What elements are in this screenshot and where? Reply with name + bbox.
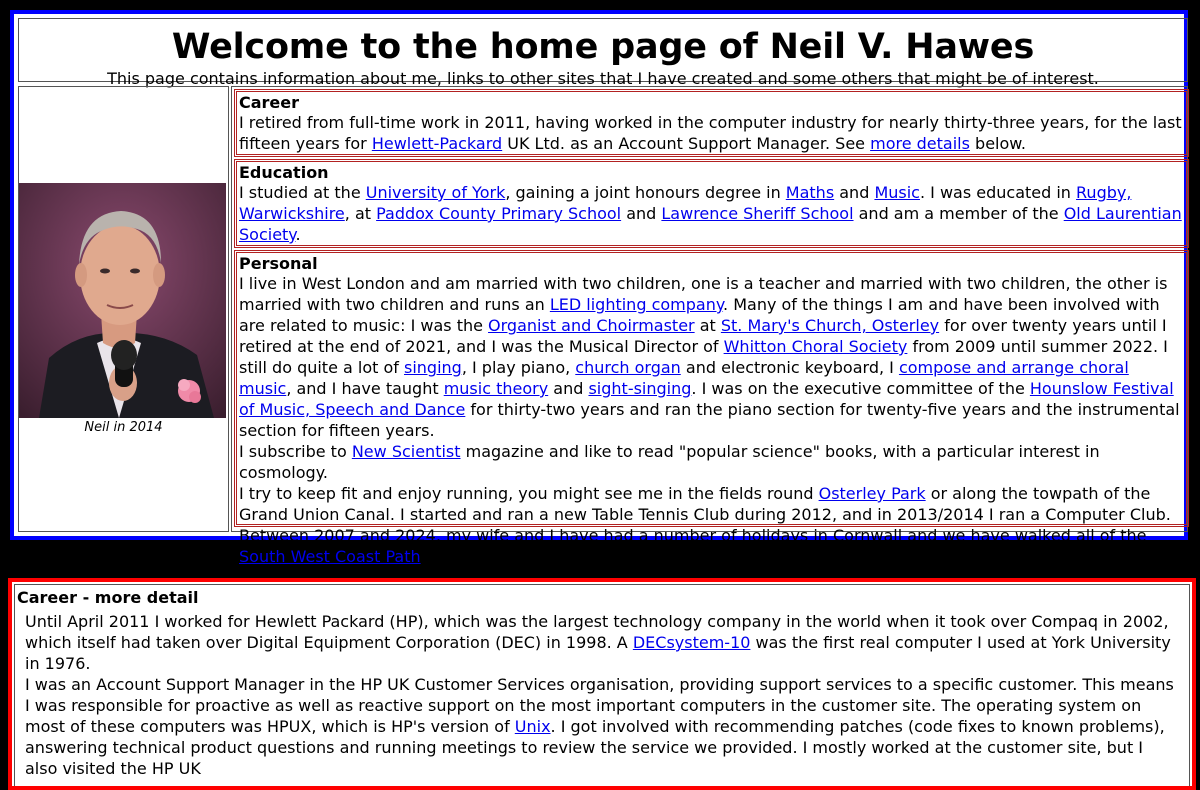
compose-link[interactable]: compose and arrange choral music xyxy=(239,358,1129,398)
page-title: Welcome to the home page of Neil V. Hawes xyxy=(171,27,1035,67)
personal-heading: Personal xyxy=(239,254,318,273)
text-span: in Cornwall, a total of around 300 miles. xyxy=(420,547,747,566)
text-span: and xyxy=(548,379,589,398)
text-span: and electronic keyboard, I xyxy=(680,358,899,377)
page-subtitle: This page contains information about me, links to other sites that I have created and some others that might be of interest. xyxy=(107,69,1099,88)
text-span: I retired from full-time work in 2011, having worked in the computer industry for nearly thirty-three years, for the last fifteen years for xyxy=(239,113,1182,153)
text-span: or along the towpath of the Grand Union Canal. I started and ran a new Table Tennis Club during 2012, and in 2013/2014 I ran a Computer Club. xyxy=(239,484,1171,524)
paddox-link[interactable]: Paddox County Primary School xyxy=(376,204,622,223)
text-span: Until April 2011 I worked for Hewlett Packard (HP), which was the largest technology company in the world when it took over Compaq in 2002, which itself had taken over Digital Equipment Corporation (DEC) in 1998. A xyxy=(25,612,1169,652)
personal-text-3 xyxy=(239,483,1186,525)
rugby-link[interactable]: Rugby, Warwickshire xyxy=(239,183,1132,223)
portrait-photo xyxy=(19,183,226,418)
career-text xyxy=(239,112,1186,154)
text-span: magazine and like to read "popular science" books, with a particular interest in cosmology. xyxy=(239,442,1100,482)
york-link[interactable]: University of York xyxy=(365,183,506,202)
text-span: . I was on the executive committee of the xyxy=(691,379,1030,398)
career-section xyxy=(234,89,1189,157)
text-span: Between 2007 and 2024, my wife and I have had a number of holidays in Cornwall and we have walked all of the xyxy=(239,526,1147,545)
hounslow-festival-link[interactable]: Hounslow Festival of Music, Speech and Dance xyxy=(239,379,1174,419)
maths-link[interactable]: Maths xyxy=(785,183,835,202)
text-span: at xyxy=(694,316,721,335)
decsystem-10-link[interactable]: DECsystem-10 xyxy=(632,633,751,652)
text-span: , I play piano, xyxy=(461,358,576,377)
text-span: I studied at the xyxy=(239,183,366,202)
text-span: was the first real computer I used at York University in 1976. xyxy=(25,633,1171,673)
text-span: UK Ltd. as an Account Support Manager. See xyxy=(502,134,871,153)
text-span: , and I have taught xyxy=(286,379,444,398)
career-detail-text-2 xyxy=(25,674,1175,779)
church-link[interactable]: St. Mary's Church, Osterley xyxy=(720,316,940,335)
career-detail-heading: Career - more detail xyxy=(17,588,199,607)
text-span: and xyxy=(834,183,875,202)
osterley-park-link[interactable]: Osterley Park xyxy=(818,484,926,503)
text-span: . I got involved with recommending patches (code fixes to known problems), answering technical product questions and running meetings to review the service we provided. I mostly worked at the customer site, but I also visited the HP UK xyxy=(25,717,1165,778)
text-span: , gaining a joint honours degree in xyxy=(505,183,786,202)
new-scientist-link[interactable]: New Scientist xyxy=(351,442,461,461)
text-span: from 2009 until summer 2022. I still do quite a lot of xyxy=(239,337,1168,377)
lawrence-sheriff-link[interactable]: Lawrence Sheriff School xyxy=(661,204,854,223)
personal-text-2 xyxy=(239,441,1186,483)
career-heading: Career xyxy=(239,93,300,112)
text-span: I subscribe to xyxy=(239,442,352,461)
led-lighting-link[interactable]: LED lighting company xyxy=(549,295,724,314)
photo-caption: Neil in 2014 xyxy=(84,420,163,435)
text-span: I was an Account Support Manager in the HP UK Customer Services organisation, providing support services to a specific customer. This means I was responsible for proactive as well as reactive support on the most important computers in the customer site. The operating system on most of these computers was HPUX, which is HP's version of xyxy=(25,675,1174,736)
hewlett-packard-link[interactable]: Hewlett-Packard xyxy=(371,134,503,153)
music-link[interactable]: Music xyxy=(874,183,920,202)
old-laurentian-link[interactable]: Old Laurentian Society xyxy=(239,204,1182,244)
text-span: for over twenty years until I retired at the end of 2021, and I was the Musical Director of xyxy=(239,316,1167,356)
photo-cell xyxy=(18,86,229,532)
text-span: . xyxy=(295,225,301,244)
personal-text-4 xyxy=(239,525,1186,567)
career-detail-text-1 xyxy=(25,611,1175,674)
personal-section xyxy=(234,250,1189,566)
intro-frame xyxy=(10,10,1188,566)
unix-link[interactable]: Unix xyxy=(514,717,551,736)
south-west-coast-path-link[interactable]: South West Coast Path xyxy=(239,547,421,566)
personal-text-1 xyxy=(239,273,1186,441)
content-cell xyxy=(231,86,1188,566)
text-span: , at xyxy=(344,204,377,223)
education-heading: Education xyxy=(239,163,329,182)
text-span: and xyxy=(621,204,662,223)
text-span: I try to keep fit and enjoy running, you might see me in the fields round xyxy=(239,484,819,503)
text-span: below. xyxy=(969,134,1026,153)
church-organ-link[interactable]: church organ xyxy=(575,358,681,377)
music-theory-link[interactable]: music theory xyxy=(443,379,549,398)
text-span: I live in West London and am married with two children, one is a teacher and married with two children, the other is married with two children and runs an xyxy=(239,274,1168,314)
sight-singing-link[interactable]: sight-singing xyxy=(588,379,692,398)
page-header xyxy=(18,18,1188,88)
career-detail-frame xyxy=(8,578,1196,790)
text-span: for thirty-two years and ran the piano section for twenty-five years and the instrumental section for fifteen years. xyxy=(239,400,1180,440)
text-span: and am a member of the xyxy=(853,204,1064,223)
career-detail-cell xyxy=(14,584,1190,786)
education-text xyxy=(239,182,1186,245)
organist-link[interactable]: Organist and Choirmaster xyxy=(488,316,695,335)
text-span: . Many of the things I am and have been involved with are related to music: I was the xyxy=(239,295,1160,335)
singing-link[interactable]: singing xyxy=(404,358,462,377)
text-span: . I was educated in xyxy=(919,183,1077,202)
more-details-link[interactable]: more details xyxy=(870,134,970,153)
education-section xyxy=(234,159,1189,248)
whitton-link[interactable]: Whitton Choral Society xyxy=(723,337,908,356)
